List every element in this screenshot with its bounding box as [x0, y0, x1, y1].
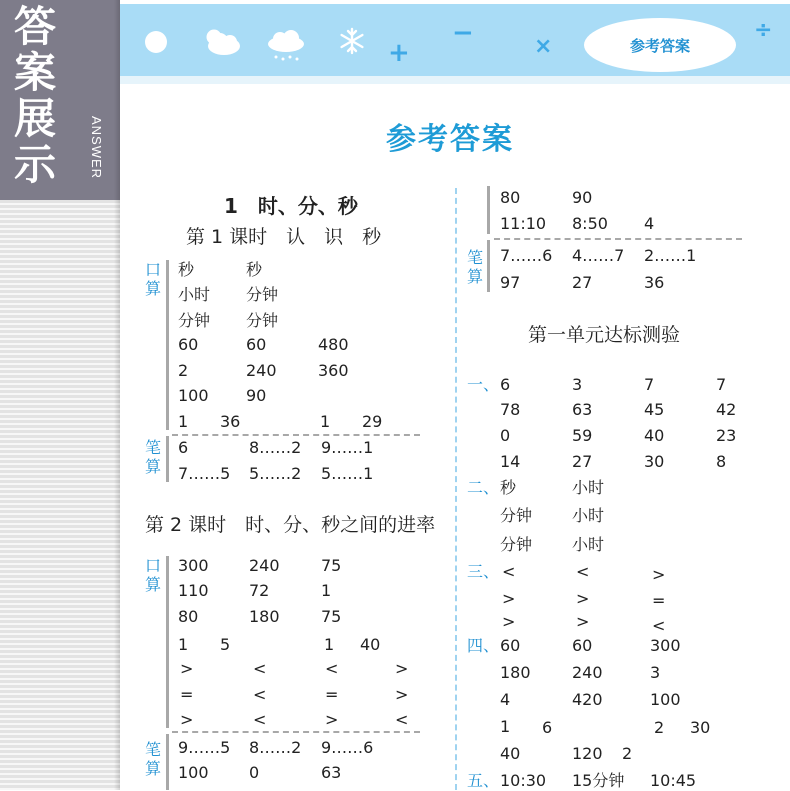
sidebar-answer-word: ANSWER: [89, 116, 104, 180]
answer-cell: 240: [246, 361, 277, 380]
answer-cell: >: [180, 659, 194, 678]
question-number: 五、: [467, 771, 500, 790]
column-divider: [455, 188, 457, 790]
kousuan-label: 口 算: [144, 260, 161, 298]
sidebar-title: 答案展示: [14, 2, 57, 189]
bisuan-label: 笔 算: [466, 248, 483, 286]
lesson1-title: 第 1 课时 认 识 秒: [186, 226, 382, 248]
answer-cell: 45: [644, 400, 665, 419]
answer-cell: 14: [500, 452, 521, 471]
answer-cell: >: [652, 565, 666, 584]
answer-cell: 240: [249, 556, 280, 575]
answer-cell: 100: [178, 763, 209, 782]
answer-cell: 27: [572, 273, 593, 292]
section-dash: [494, 238, 742, 240]
answer-cell: 2……1: [644, 246, 697, 265]
answer-cell: 6: [500, 375, 511, 394]
answer-cell: 6: [178, 438, 189, 457]
answer-cell: 8: [716, 452, 727, 471]
answer-cell: 100: [178, 386, 209, 405]
answer-cell: 40: [360, 635, 381, 654]
answer-cell: 1: [320, 412, 331, 431]
lesson2-title: 第 2 课时 时、分、秒之间的进率: [145, 514, 436, 536]
answer-cell: 4……7: [572, 246, 625, 265]
partly-cloudy-icon: [200, 26, 242, 56]
test-title: 第一单元达标测验: [528, 324, 681, 346]
answer-cell: 8……2: [249, 438, 302, 457]
answer-cell: 120: [572, 744, 603, 763]
answer-cell: 40: [500, 744, 521, 763]
answer-cell: 0: [249, 763, 260, 782]
answer-cell: 分钟: [246, 285, 279, 304]
bisuan-label: 笔 算: [144, 438, 161, 476]
answer-cell: 72: [249, 581, 270, 600]
answer-badge: 参考答案: [584, 18, 736, 72]
answer-cell: 7: [644, 375, 655, 394]
answer-cell: 7……6: [500, 246, 553, 265]
answer-cell: 75: [321, 556, 342, 575]
answer-cell: 180: [249, 607, 280, 626]
answer-cell: 63: [321, 763, 342, 782]
answer-cell: 0: [500, 426, 511, 445]
question-number: 一、: [467, 375, 500, 394]
answer-cell: 23: [716, 426, 737, 445]
answer-cell: >: [180, 710, 194, 729]
plus-sign-icon: +: [388, 38, 410, 68]
answer-cell: 1: [500, 717, 511, 736]
answer-cell: 2: [654, 718, 665, 737]
answer-cell: 8:50: [572, 214, 608, 233]
sun-icon: [144, 30, 168, 54]
answer-cell: 4: [500, 690, 511, 709]
answer-cell: >: [395, 685, 409, 704]
answer-cell: 80: [178, 607, 199, 626]
answer-cell: 110: [178, 581, 209, 600]
answer-cell: 36: [220, 412, 241, 431]
answer-cell: 9……1: [321, 438, 374, 457]
answer-cell: 15分钟: [572, 771, 625, 790]
kousuan-bar: [166, 556, 169, 728]
answer-cell: 2: [178, 361, 189, 380]
answer-cell: 60: [178, 335, 199, 354]
answer-cell: 100: [650, 690, 681, 709]
answer-cell: 42: [716, 400, 737, 419]
answer-cell: 1: [178, 412, 189, 431]
answer-cell: 180: [500, 663, 531, 682]
answer-cell: 78: [500, 400, 521, 419]
answer-cell: =: [180, 685, 194, 704]
kousuan-bar: [166, 260, 169, 430]
answer-cell: =: [325, 685, 339, 704]
answer-cell: 秒: [500, 478, 517, 497]
answer-cell: <: [576, 562, 590, 581]
answer-cell: >: [502, 612, 516, 631]
kousuan-bar: [487, 186, 490, 234]
divide-sign-icon: ÷: [754, 18, 773, 43]
header: [120, 0, 790, 92]
unit-title: 1 时、分、秒: [224, 194, 358, 218]
kousuan-label: 口 算: [144, 556, 161, 594]
answer-cell: >: [502, 589, 516, 608]
answer-cell: 59: [572, 426, 593, 445]
answer-cell: 75: [321, 607, 342, 626]
answer-cell: <: [253, 685, 267, 704]
answer-cell: 10:45: [650, 771, 697, 790]
answer-cell: <: [502, 562, 516, 581]
answer-cell: 240: [572, 663, 603, 682]
answer-cell: 420: [572, 690, 603, 709]
answer-cell: 2: [622, 744, 633, 763]
answer-cell: =: [652, 591, 666, 610]
answer-cell: 秒: [178, 260, 195, 279]
answer-cell: >: [395, 659, 409, 678]
answer-cell: <: [325, 659, 339, 678]
answer-cell: 97: [500, 273, 521, 292]
answer-cell: 80: [500, 188, 521, 207]
answer-cell: 9……6: [321, 738, 374, 757]
answer-cell: 分钟: [178, 311, 211, 330]
answer-cell: 小时: [572, 535, 605, 554]
minus-sign-icon: −: [452, 18, 474, 48]
question-number: 三、: [467, 562, 500, 581]
page-title: 参考答案: [386, 122, 514, 157]
answer-cell: 30: [690, 718, 711, 737]
answer-cell: 10:30: [500, 771, 547, 790]
answer-cell: 90: [246, 386, 267, 405]
sidebar: [0, 0, 120, 790]
answer-cell: >: [576, 589, 590, 608]
answer-cell: 63: [572, 400, 593, 419]
answer-cell: 分钟: [500, 535, 533, 554]
answer-cell: <: [253, 710, 267, 729]
bisuan-label: 笔 算: [144, 740, 161, 778]
answer-cell: 秒: [246, 260, 263, 279]
snowflake-icon: [338, 27, 366, 55]
section-dash: [172, 731, 420, 733]
answer-cell: 5: [220, 635, 231, 654]
answer-cell: 36: [644, 273, 665, 292]
section-dash: [172, 434, 420, 436]
answer-cell: 60: [246, 335, 267, 354]
question-number: 四、: [467, 636, 500, 655]
answer-cell: 分钟: [500, 506, 533, 525]
answer-cell: 1: [324, 635, 335, 654]
answer-cell: 90: [572, 188, 593, 207]
times-sign-icon: ×: [534, 34, 553, 59]
rain-cloud-icon: [266, 28, 306, 64]
answer-cell: 3: [650, 663, 661, 682]
answer-cell: <: [253, 659, 267, 678]
answer-cell: 分钟: [246, 311, 279, 330]
answer-cell: 40: [644, 426, 665, 445]
bisuan-bar: [166, 436, 169, 482]
header-band-edge: [120, 76, 790, 84]
bisuan-bar: [166, 734, 169, 790]
answer-cell: 30: [644, 452, 665, 471]
answer-cell: 60: [572, 636, 593, 655]
answer-cell: >: [576, 612, 590, 631]
answer-cell: 300: [650, 636, 681, 655]
answer-cell: 480: [318, 335, 349, 354]
answer-cell: <: [652, 616, 666, 635]
answer-cell: 29: [362, 412, 383, 431]
answer-cell: 小时: [572, 478, 605, 497]
answer-cell: 300: [178, 556, 209, 575]
answer-cell: 5……1: [321, 464, 374, 483]
answer-cell: 1: [321, 581, 332, 600]
answer-cell: 小时: [178, 285, 211, 304]
answer-cell: 3: [572, 375, 583, 394]
answer-cell: 11:10: [500, 214, 547, 233]
answer-cell: 1: [178, 635, 189, 654]
answer-cell: 5……2: [249, 464, 302, 483]
answer-cell: 小时: [572, 506, 605, 525]
answer-cell: 27: [572, 452, 593, 471]
answer-cell: <: [395, 710, 409, 729]
answer-cell: 7: [716, 375, 727, 394]
answer-cell: 360: [318, 361, 349, 380]
answer-cell: 4: [644, 214, 655, 233]
answer-cell: 7……5: [178, 464, 231, 483]
answer-cell: >: [325, 710, 339, 729]
question-number: 二、: [467, 478, 500, 497]
answer-cell: 8……2: [249, 738, 302, 757]
answer-cell: 9……5: [178, 738, 231, 757]
bisuan-bar: [487, 240, 490, 292]
answer-cell: 60: [500, 636, 521, 655]
answer-cell: 6: [542, 718, 553, 737]
